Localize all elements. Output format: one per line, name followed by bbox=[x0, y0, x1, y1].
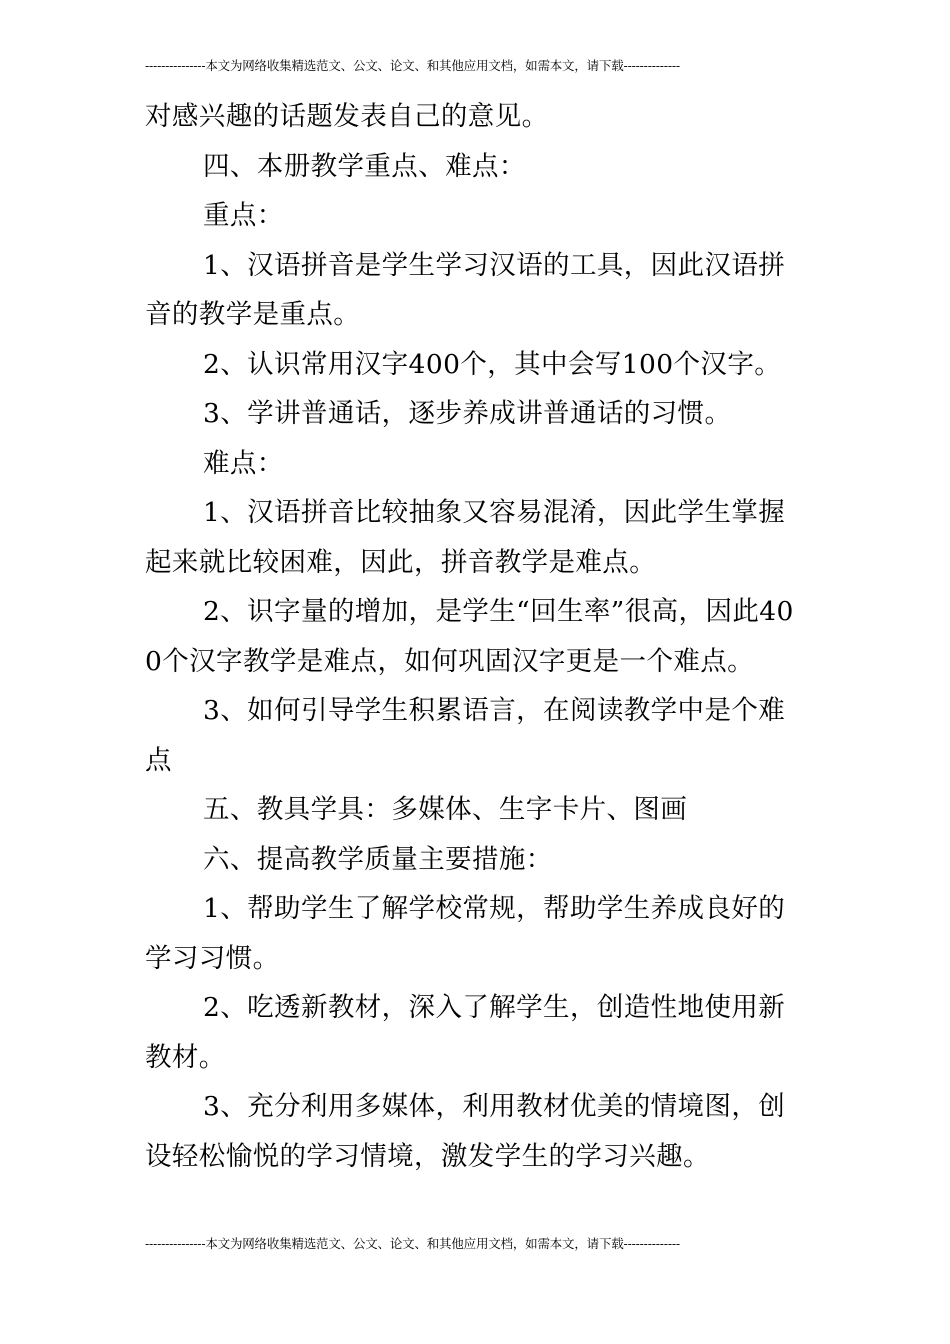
measure-item-2: 2、吃透新教材，深入了解学生，创造性地使用新教材。 bbox=[145, 992, 786, 1073]
page-header: ---------------本文为网络收集精选范文、公文、论文、和其他应用文档，如需本文，请下载-------------- bbox=[145, 58, 680, 73]
difficulty-item-2: 2、识字量的增加，是学生“回生率”很高，因此400个汉字教学是难点，如何巩固汉字更是一个难点。 bbox=[145, 596, 794, 677]
key-point-item-3: 3、学讲普通话，逐步养成讲普通话的习惯。 bbox=[203, 398, 732, 429]
section-heading-key-points: 四、本册教学重点、难点： bbox=[203, 150, 526, 182]
subheading-key-points: 重点： bbox=[203, 200, 284, 231]
difficulty-item-3: 3、如何引导学生积累语言，在阅读教学中是个难点 bbox=[145, 695, 786, 776]
key-point-item-1: 1、汉语拼音是学生学习汉语的工具，因此汉语拼音的教学是重点。 bbox=[145, 249, 786, 330]
key-point-item-2: 2、认识常用汉字400个，其中会写100个汉字。 bbox=[203, 348, 782, 380]
section-heading-teaching-aids: 五、教具学具：多媒体、生字卡片、图画 bbox=[203, 794, 688, 825]
subheading-difficulties: 难点： bbox=[203, 447, 284, 479]
difficulty-item-1: 1、汉语拼音比较抽象又容易混淆，因此学生掌握起来就比较困难，因此，拼音教学是难点。 bbox=[145, 497, 786, 578]
measure-item-3: 3、充分利用多媒体，利用教材优美的情境图，创设轻松愉悦的学习情境，激发学生的学习兴趣。 bbox=[145, 1091, 786, 1172]
document-body bbox=[145, 92, 810, 1181]
paragraph-continuation: 对感兴趣的话题发表自己的意见。 bbox=[145, 101, 549, 132]
section-heading-measures: 六、提高教学质量主要措施： bbox=[203, 843, 553, 875]
measure-item-1: 1、帮助学生了解学校常规，帮助学生养成良好的学习习惯。 bbox=[145, 893, 786, 974]
page-footer: ---------------本文为网络收集精选范文、公文、论文、和其他应用文档，如需本文，请下载-------------- bbox=[145, 1236, 680, 1251]
